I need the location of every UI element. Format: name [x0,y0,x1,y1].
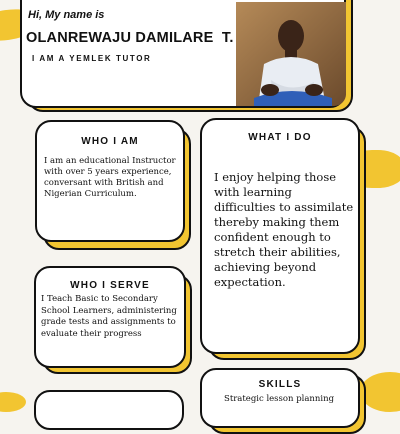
what-i-do-title: WHAT I DO [248,132,312,143]
person-photo-icon [236,2,346,106]
who-i-am-card [35,120,185,242]
who-i-serve-body: I Teach Basic to Secondary School Learners, administering grade tests and assignments to evaluate their progress [41,294,177,339]
who-i-am-body: I am an educational Instructor with over 5 years experience, conversant with British and Nigerian Curriculum. [44,156,176,199]
yellow-splash-bottom-left [0,392,26,412]
bottom-left-card [34,390,184,430]
person-name: OLANREWAJU DAMILARE T. [26,30,234,46]
what-i-do-card [200,118,360,354]
who-i-serve-title: WHO I SERVE [70,280,150,291]
header-card [20,0,346,108]
skills-body: Strategic lesson planning [224,394,335,404]
what-i-do-body: I enjoy helping those with learning difficulties to assimilate thereby making them confident enough to stretch their abilities, achieving beyond expectation. [214,170,354,289]
profile-photo [236,2,346,106]
skills-card [200,368,360,428]
greeting-text: Hi, My name is [28,9,105,21]
skills-title: SKILLS [258,379,302,390]
who-i-serve-card [34,266,186,368]
who-i-am-title: WHO I AM [81,136,139,147]
tagline: I AM A YEMLEK TUTOR [32,54,152,63]
yellow-splash-bottom-right [360,372,400,412]
